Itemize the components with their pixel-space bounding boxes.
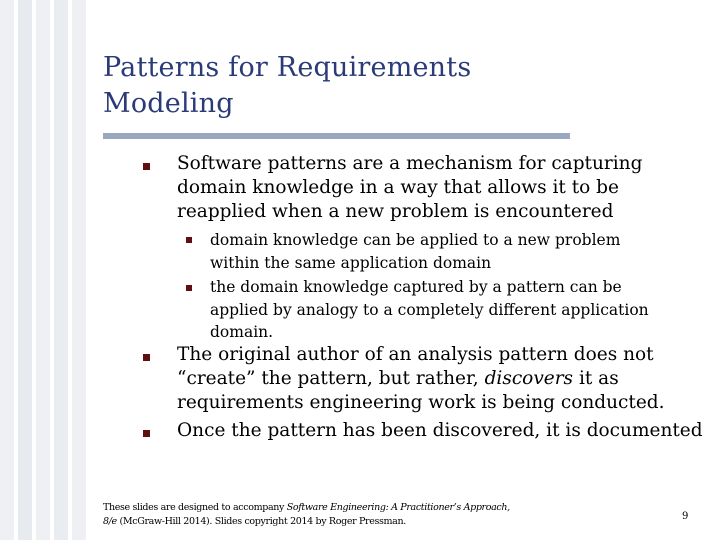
footer-before: These slides are designed to accompany [103, 502, 287, 513]
page-number: 9 [682, 511, 689, 522]
slide-footer [103, 501, 573, 529]
bullet-text-2-emphasis: discovers [484, 368, 574, 389]
sub-bullet-marker [186, 237, 192, 243]
bullet-text-3: Once the pattern has been discovered, it is documented [177, 420, 703, 441]
bullet-text-2-after: it as requirements engineering work is being conducted. [177, 368, 665, 413]
bullet-marker [143, 354, 150, 361]
bullet-text-2-before: The original author of an analysis pattern does not “create” the pattern, but rather, [177, 344, 654, 389]
bullet-text-2 [177, 343, 665, 415]
bullet-marker [143, 430, 150, 437]
sub-bullet-text-1: domain knowledge can be applied to a new problem within the same application domain [210, 231, 621, 272]
bullet-text-1: Software patterns are a mechanism for capturing domain knowledge in a way that allows it to be reapplied when a new problem is encountered [177, 153, 643, 222]
footer-book-title: Software Engineering: A Practitioner’s Approach, [286, 502, 510, 513]
sub-bullet-marker [186, 285, 192, 291]
slide-title-text: Patterns for Requirements Modeling [103, 52, 472, 119]
sub-bullet-text-2: the domain knowledge captured by a pattern can be applied by analogy to a completely different application domain. [210, 278, 649, 341]
footer-after: (McGraw-Hill 2014). Slides copyright 2014 by Roger Pressman. [116, 516, 406, 527]
bullet-marker [143, 163, 150, 170]
footer-edition: 8/e [103, 516, 117, 527]
